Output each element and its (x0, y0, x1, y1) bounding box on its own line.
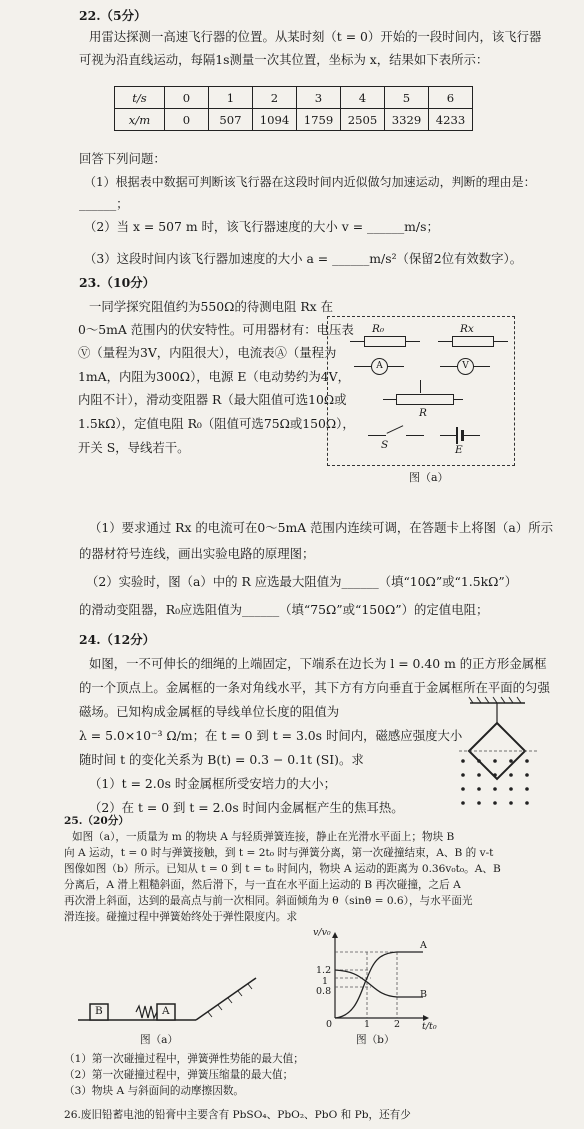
q22-subquestion-1: （1）根据表中数据可判断该飞行器在这段时间内近似做匀加速运动，判断的理由是： (84, 175, 536, 189)
switch-icon (387, 425, 404, 434)
figure-a-caption: 图（a） (140, 1034, 179, 1046)
table-cell: 2 (253, 87, 297, 109)
graph-x-tick: 1 (364, 1019, 371, 1030)
q22-subquestion-1-blank: ______； (79, 196, 129, 211)
q22-subquestion-3: （3）这段时间内该飞行器加速度的大小 a = ______m/s²（保留2位有效数字）。 (84, 251, 523, 266)
q23-text-line: 一同学探究阻值约为550Ω的待测电阻 Rx 在 (89, 299, 333, 314)
q23-text-line: Ⓥ（量程为3V，内阻很大），电流表Ⓐ（量程为 (78, 345, 337, 360)
table-row (115, 87, 473, 109)
rheostat-slider-arrow (420, 380, 421, 393)
graph-x-axis-label: t/t₀ (422, 1021, 437, 1032)
q25-question-2: （2）第一次碰撞过程中，弹簧压缩量的最大值； (64, 1069, 294, 1081)
table-header-cell: x/m (115, 109, 165, 131)
switch-lead (406, 435, 424, 436)
table-header-cell: t/s (115, 87, 165, 109)
table-cell: 3 (297, 87, 341, 109)
table-cell: 3329 (385, 109, 429, 131)
table-cell: 1094 (253, 109, 297, 131)
table-cell: 6 (429, 87, 473, 109)
q23-text-line: 1.5kΩ），定值电阻 R₀（阻值可选75Ω或150Ω）， (78, 416, 355, 431)
graph-y-tick: 0.8 (316, 986, 332, 997)
q25-heading: 25.（20分） (64, 815, 129, 827)
q23-text-line: 1mA，内阻为300Ω），电源 E（电动势约为4V， (78, 369, 350, 384)
switch-lead (368, 435, 386, 436)
table-cell: 0 (165, 87, 209, 109)
graph-y-tick: 1 (322, 976, 329, 987)
block-b-label: B (95, 1005, 103, 1017)
table-cell: 5 (385, 87, 429, 109)
q25-question-3: （3）物块 A 与斜面间的动摩擦因数。 (64, 1085, 245, 1097)
battery-lead (440, 435, 456, 436)
q23-text-line: 开关 S，导线若干。 (78, 440, 190, 455)
table-cell: 1 (209, 87, 253, 109)
metal-frame-figure (455, 695, 565, 810)
q23-subquestion-1: （1）要求通过 Rx 的电流可在0～5mA 范围内连续可调，在答题卡上将图（a）所示 (89, 520, 553, 535)
rx-label: Rx (460, 323, 474, 335)
q25-text-line: 图像如图（b）所示。已知从 t = 0 到 t = t₀ 时间内，物块 A 运动的距离为 0.36v₀t₀。A、B (64, 863, 501, 875)
q25-text-line: 滑连接。碰撞过程中弹簧始终处于弹性限度内。求 (64, 911, 298, 923)
r0-resistor (364, 336, 406, 347)
q23-subquestion-2-cont: 的滑动变阻器，R₀应选阻值为______（填“75Ω”或“150Ω”）的定值电阻； (79, 602, 489, 617)
graph-y-axis-label: v/v₀ (313, 927, 331, 938)
rheostat-label: R (419, 407, 427, 419)
q22-paragraph-2: 可视为沿直线运动，每隔1s测量一次其位置，坐标为 x，结果如下表所示： (79, 52, 489, 67)
table-row (115, 109, 473, 131)
battery-lead (464, 435, 480, 436)
graph-y-tick: 1.2 (316, 965, 332, 976)
q25-text-line: 分离后，A 滑上粗糙斜面，然后滑下，与一直在水平面上运动的 B 再次碰撞，之后 A (64, 879, 461, 891)
switch-label: S (381, 439, 389, 451)
q24-text-line: 的一个顶点上。金属框的一条对角线水平，其下方有方向垂直于金属框所在平面的匀强 (79, 680, 550, 695)
battery-label: E (455, 444, 463, 456)
position-data-table (114, 86, 473, 131)
q24-text-line: 随时间 t 的变化关系为 B(t) = 0.3 − 0.1t (SI)。求 (79, 752, 364, 767)
q22-paragraph-1: 用雷达探测一高速飞行器的位置。从某时刻（t = 0）开始的一段时间内，该飞行器 (89, 29, 542, 44)
q22-subquestion-2: （2）当 x = 507 m 时，该飞行器速度的大小 v = ______m/s； (84, 219, 439, 234)
q23-heading: 23.（10分） (79, 275, 155, 290)
q23-subquestion-1-cont: 的器材符号连线，画出实验电路的原理图； (79, 546, 315, 561)
table-cell: 0 (165, 109, 209, 131)
q24-text-line: 如图，一不可伸长的细绳的上端固定，下端系在边长为 l = 0.40 m 的正方形金属框 (89, 656, 547, 671)
collision-setup-figure (78, 940, 268, 1030)
q23-text-line: 0～5mA 范围内的伏安特性。可用器材有：电压表 (78, 322, 354, 337)
table-cell: 507 (209, 109, 253, 131)
q24-text-line: λ = 5.0×10⁻³ Ω/m；在 t = 0 到 t = 3.0s 时间内，磁感应强度大小 (79, 728, 463, 743)
ammeter-icon: A (371, 358, 388, 375)
curve-a-label: A (420, 940, 427, 951)
figure-a-caption: 图（a） (409, 471, 449, 484)
q25-text-line: 如图（a），一质量为 m 的物块 A 与轻质弹簧连接，静止在光滑水平面上；物块 B (72, 831, 455, 843)
table-cell: 4 (341, 87, 385, 109)
q24-subquestion-2: （2）在 t = 0 到 t = 2.0s 时间内金属框产生的焦耳热。 (89, 800, 404, 815)
block-a-label: A (162, 1005, 170, 1017)
table-cell: 1759 (297, 109, 341, 131)
table-cell: 4233 (429, 109, 473, 131)
q22-heading: 22.（5分） (79, 8, 147, 23)
circuit-figure-frame (327, 316, 515, 466)
battery-icon (456, 427, 458, 444)
table-cell: 2505 (341, 109, 385, 131)
figure-b-caption: 图（b） (356, 1034, 395, 1046)
r0-label: R₀ (372, 323, 385, 335)
voltmeter-icon: V (457, 358, 474, 375)
q25-text-line: 向 A 运动，t = 0 时与弹簧接触，到 t = 2t₀ 时与弹簧分离，第一次碰撞结束，A、B 的 v-t (64, 847, 494, 859)
q23-subquestion-2: （2）实验时，图（a）中的 R 应选最大阻值为______（填“10Ω”或“1.5kΩ”） (86, 574, 518, 589)
rheostat-icon (396, 394, 454, 405)
q23-text-line: 内阻不计），滑动变阻器 R（最大阻值可选10Ω或 (78, 392, 347, 407)
rx-resistor (452, 336, 494, 347)
q24-text-line: 磁场。已知构成金属框的导线单位长度的阻值为 (79, 704, 340, 719)
q25-text-line: 再次滑上斜面，达到的最高点与前一次相同。斜面倾角为 θ（sinθ = 0.6），与水平面光 (64, 895, 473, 907)
q26-text-line: 26.废旧铅蓄电池的铅膏中主要含有 PbSO₄、PbO₂、PbO 和 Pb，还有少 (64, 1109, 411, 1121)
q24-subquestion-1: （1）t = 2.0s 时金属框所受安培力的大小； (89, 776, 336, 791)
q22-answer-prompt: 回答下列问题： (79, 151, 166, 166)
q24-heading: 24.（12分） (79, 632, 155, 647)
graph-x-tick: 2 (394, 1019, 401, 1030)
q25-question-1: （1）第一次碰撞过程中，弹簧弹性势能的最大值； (64, 1053, 304, 1065)
curve-b-label: B (420, 989, 427, 1000)
graph-x-tick: 0 (326, 1019, 333, 1030)
